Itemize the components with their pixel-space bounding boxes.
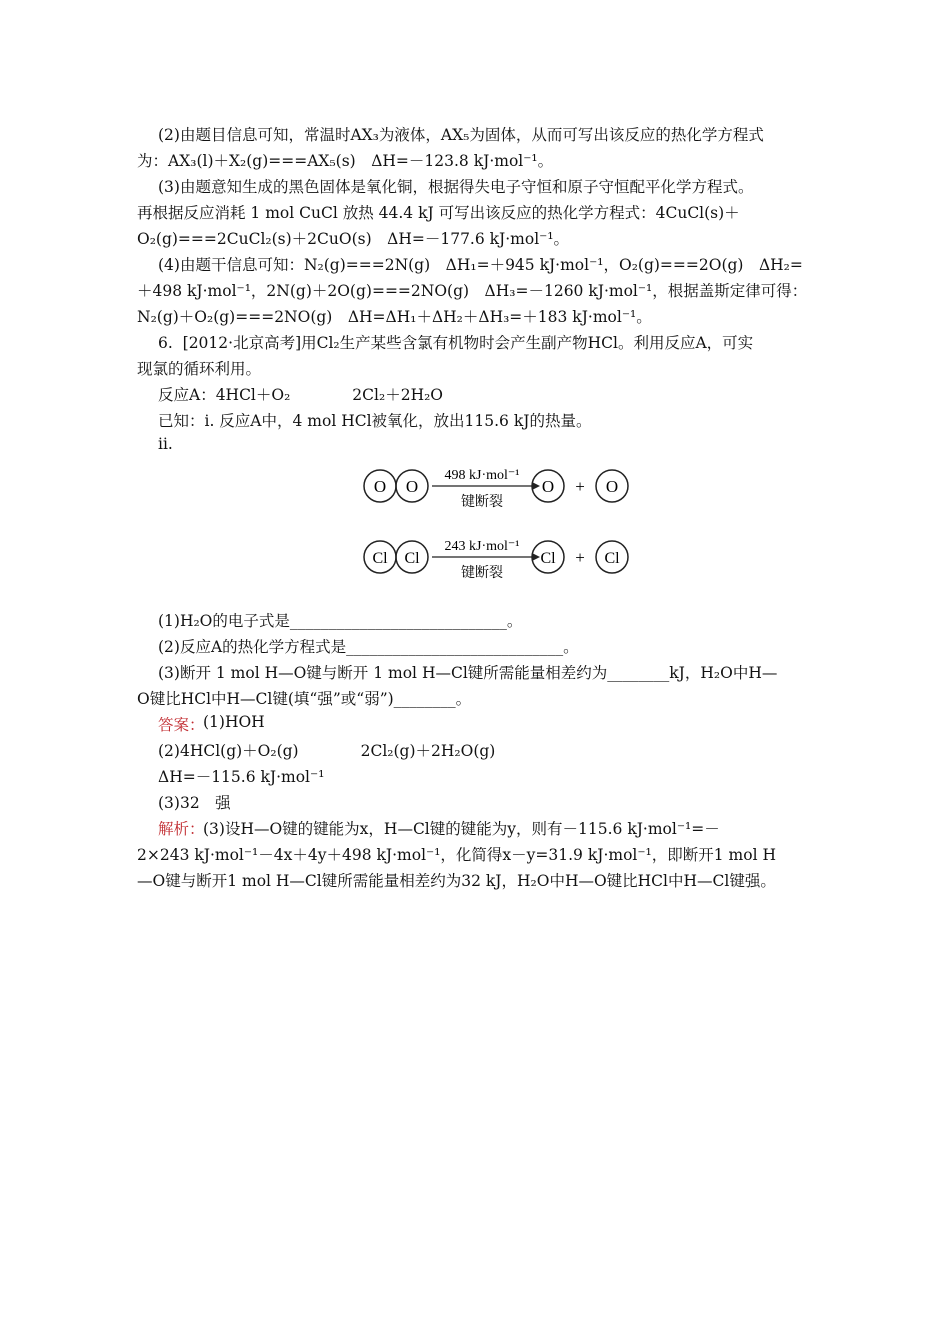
text-line: O₂(g)===2CuCl₂(s)＋2CuO(s) ΔH=－177.6 kJ·mol⁻¹。 <box>137 230 570 248</box>
text-line: 2×243 kJ·mol⁻¹－4x＋4y＋498 kJ·mol⁻¹，化简得x－y=31.9 kJ·mol⁻¹，即断开1 mol H <box>137 846 776 864</box>
bond-breaking-diagram <box>360 462 640 582</box>
text-line: (2)4HCl(g)＋O₂(g) 2Cl₂(g)＋2H₂O(g) <box>158 742 496 760</box>
text-line: 为：AX₃(l)＋X₂(g)===AX₅(s) ΔH=－123.8 kJ·mol⁻¹。 <box>137 152 554 170</box>
text-line: (2)反应A的热化学方程式是____________________________。 <box>158 638 579 656</box>
bond-break-label: 键断裂 <box>461 566 503 581</box>
analysis-label: 解析： <box>158 820 205 838</box>
text-line: (3)由题意知生成的黑色固体是氧化铜，根据得失电子守恒和原子守恒配平化学方程式。 <box>158 178 754 196</box>
text-line: (1)H₂O的电子式是____________________________。 <box>158 612 523 630</box>
o-atom-label: O <box>373 477 387 496</box>
answer-label: 答案： <box>158 716 205 734</box>
text-line: (4)由题干信息可知：N₂(g)===2N(g) ΔH₁=＋945 kJ·mol⁻¹，O₂(g)===2O(g) ΔH₂= <box>158 256 803 274</box>
plus-sign: + <box>575 548 585 567</box>
plus-sign: + <box>575 477 585 496</box>
text-line: ΔH=－115.6 kJ·mol⁻¹ <box>158 768 325 786</box>
arrow-head <box>532 482 540 490</box>
text-line: ⅱ. <box>158 435 173 453</box>
text-line: ＋498 kJ·mol⁻¹，2N(g)＋2O(g)===2NO(g) ΔH₃=－1260 kJ·mol⁻¹，根据盖斯定律可得： <box>137 282 808 300</box>
cl-atom-label: Cl <box>540 550 556 567</box>
o-atom-label: O <box>605 477 619 496</box>
cl-atom-label: Cl <box>604 550 620 567</box>
cl-atom-label: Cl <box>372 550 388 567</box>
text-line: O键比HCl中H—Cl键(填“强”或“弱”)________。 <box>137 690 472 708</box>
o-atom-label: O <box>405 477 419 496</box>
text-line: (3)32 强 <box>158 794 231 812</box>
cl-atom-label: Cl <box>404 550 420 567</box>
text-line: 已知：ⅰ. 反应A中，4 mol HCl被氧化，放出115.6 kJ的热量。 <box>158 412 592 430</box>
text-line: 反应A：4HCl＋O₂ 2Cl₂＋2H₂O <box>158 386 444 404</box>
o2-bond-energy: 498 kJ·mol⁻¹ <box>444 468 520 483</box>
text-line: (3)断开 1 mol H—O键与断开 1 mol H—Cl键所需能量相差约为________kJ，H₂O中H— <box>158 664 778 682</box>
cl2-bond-energy: 243 kJ·mol⁻¹ <box>444 539 520 554</box>
text-line: (3)设H—O键的键能为x，H—Cl键的键能为y，则有－115.6 kJ·mol⁻¹=－ <box>203 820 720 838</box>
arrow-head <box>532 553 540 561</box>
text-line: 6. [2012·北京高考]用Cl₂生产某些含氯有机物时会产生副产物HCl。利用反应A，可实 <box>158 334 754 352</box>
text-line: N₂(g)＋O₂(g)===2NO(g) ΔH=ΔH₁＋ΔH₂＋ΔH₃=＋183 kJ·mol⁻¹。 <box>137 308 652 326</box>
text-line: 再根据反应消耗 1 mol CuCl 放热 44.4 kJ 可写出该反应的热化学方程式：4CuCl(s)＋ <box>137 204 740 222</box>
text-line: 现氯的循环利用。 <box>137 360 262 378</box>
bond-break-label: 键断裂 <box>461 495 503 510</box>
text-line: (1)HOH <box>203 713 265 731</box>
text-line: —O键与断开1 mol H—Cl键所需能量相差约为32 kJ，H₂O中H—O键比HCl中H—Cl键强。 <box>137 872 776 890</box>
text-line: (2)由题目信息可知，常温时AX₃为液体，AX₅为固体，从而可写出该反应的热化学方程式 <box>158 126 764 144</box>
o-atom-label: O <box>541 477 555 496</box>
